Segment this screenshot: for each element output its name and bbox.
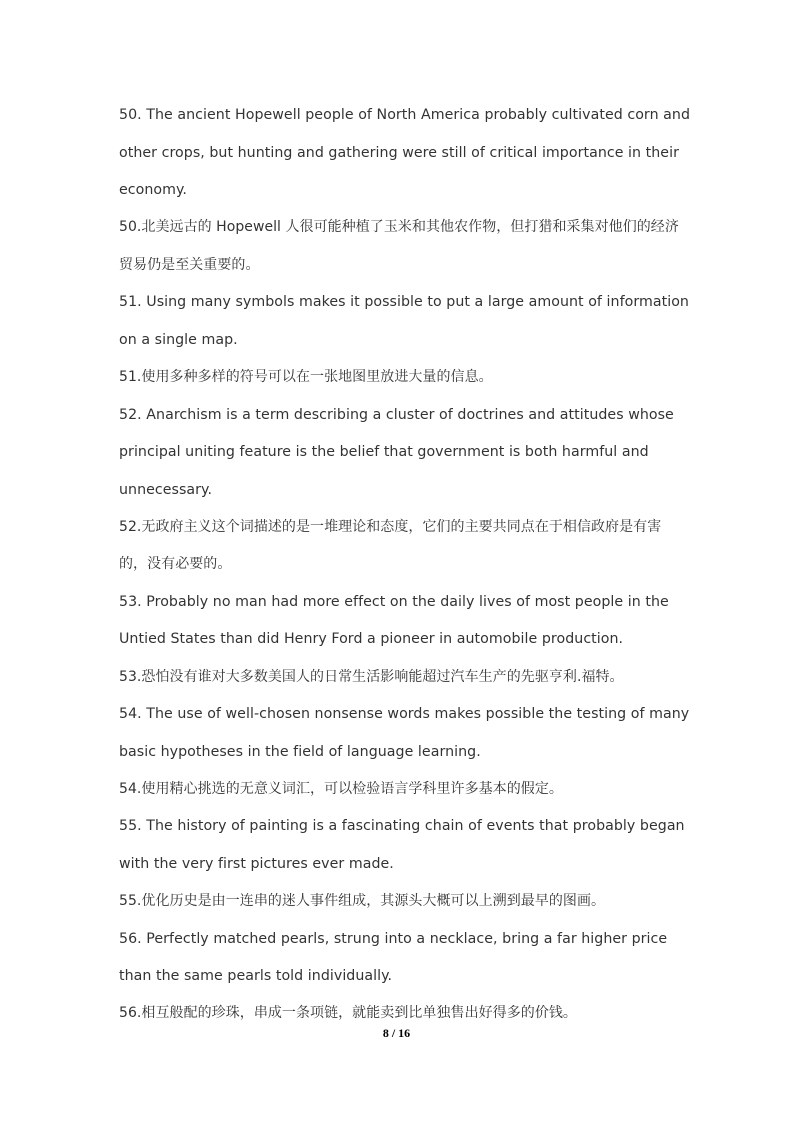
entry-54-english-line-2: basic hypotheses in the field of language learning. bbox=[119, 744, 481, 760]
entry-52-english-line-2: principal uniting feature is the belief that government is both harmful and bbox=[119, 444, 649, 460]
entry-50-english-line-2: other crops, but hunting and gathering were still of critical importance in their bbox=[119, 145, 679, 161]
entry-56-english-line-1: 56. Perfectly matched pearls, strung into a necklace, bring a far higher price bbox=[119, 931, 668, 947]
entry-54-english-line-1: 54. The use of well-chosen nonsense words makes possible the testing of many bbox=[119, 706, 690, 722]
entry-52-chinese-line-2: 的，没有必要的。 bbox=[119, 556, 232, 572]
entry-56-english-line-2: than the same pearls told individually. bbox=[119, 968, 393, 984]
entry-52-english-line-1: 52. Anarchism is a term describing a cluster of doctrines and attitudes whose bbox=[119, 407, 674, 423]
entry-52-chinese-line-1: 52.无政府主义这个词描述的是一堆理论和态度，它们的主要共同点在于相信政府是有害 bbox=[119, 519, 662, 535]
entry-55-english-line-2: with the very first pictures ever made. bbox=[119, 856, 394, 872]
entry-50-english-line-1: 50. The ancient Hopewell people of North America probably cultivated corn and bbox=[119, 107, 691, 123]
entry-51-chinese-line-1: 51.使用多种多样的符号可以在一张地图里放进大量的信息。 bbox=[119, 369, 493, 385]
entry-56-chinese-line-1: 56.相互般配的珍珠，串成一条项链，就能卖到比单独售出好得多的价钱。 bbox=[119, 1005, 577, 1021]
entry-55-english-line-1: 55. The history of painting is a fascinating chain of events that probably began bbox=[119, 818, 685, 834]
page-number: 8 / 16 bbox=[382, 1026, 411, 1040]
entry-50-english-line-3: economy. bbox=[119, 182, 187, 198]
entry-50-chinese-line-2: 贸易仍是至关重要的。 bbox=[119, 257, 260, 273]
entry-54-chinese-line-1: 54.使用精心挑选的无意义词汇，可以检验语言学科里许多基本的假定。 bbox=[119, 781, 563, 797]
entry-51-english-line-1: 51. Using many symbols makes it possible to put a large amount of information bbox=[119, 294, 689, 310]
entry-52-english-line-3: unnecessary. bbox=[119, 482, 213, 498]
entry-53-chinese-line-1: 53.恐怕没有谁对大多数美国人的日常生活影响能超过汽车生产的先驱亨利.福特。 bbox=[119, 669, 624, 685]
entry-53-english-line-1: 53. Probably no man had more effect on the daily lives of most people in the bbox=[119, 594, 669, 610]
entry-51-english-line-2: on a single map. bbox=[119, 332, 238, 348]
entry-55-chinese-line-1: 55.优化历史是由一连串的迷人事件组成，其源头大概可以上溯到最早的图画。 bbox=[119, 893, 606, 909]
entry-53-english-line-2: Untied States than did Henry Ford a pioneer in automobile production. bbox=[119, 631, 624, 647]
entry-50-chinese-line-1: 50.北美远古的 Hopewell 人很可能种植了玉米和其他农作物，但打猎和采集对他们的经济 bbox=[119, 219, 679, 235]
